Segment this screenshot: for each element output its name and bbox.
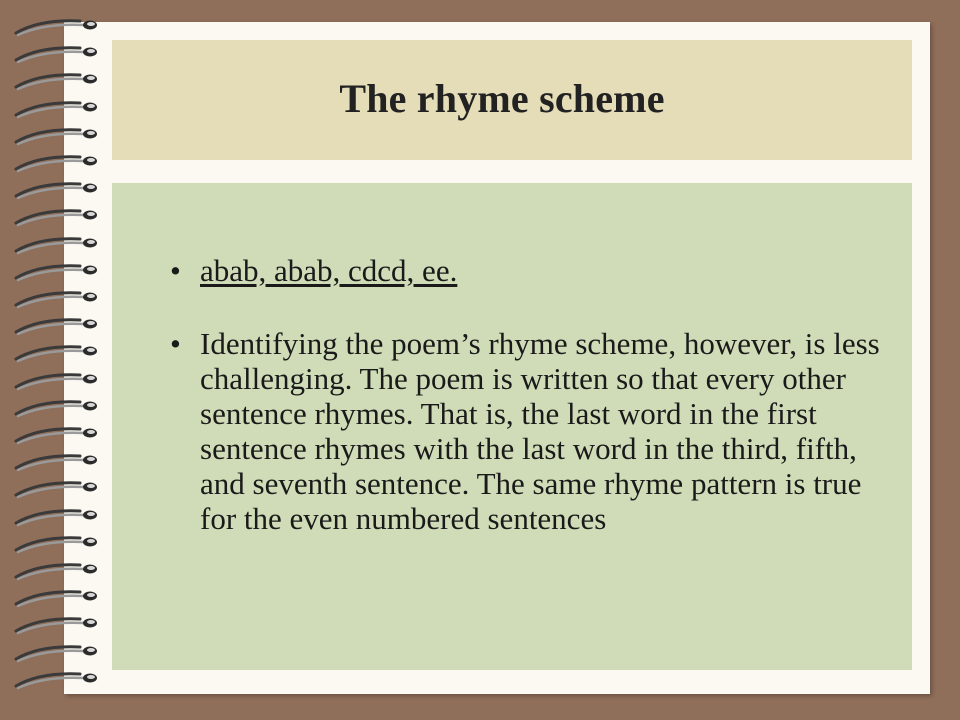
spiral-coil-icon: [10, 503, 110, 533]
spiral-coil-icon: [10, 475, 110, 505]
spiral-coil-icon: [10, 367, 110, 397]
spiral-coil-icon: [10, 639, 110, 669]
spiral-coil-icon: [10, 448, 110, 478]
spiral-coil-icon: [10, 312, 110, 342]
spiral-coil-icon: [10, 203, 110, 233]
spiral-coil-icon: [10, 666, 110, 696]
slide-title: The rhyme scheme: [339, 75, 665, 121]
spiral-coil-icon: [10, 258, 110, 288]
spiral-coil-icon: [10, 95, 110, 125]
spiral-coil-icon: [10, 149, 110, 179]
spiral-coil-icon: [10, 421, 110, 451]
spiral-coil-icon: [10, 394, 110, 424]
bullet-point-icon: •: [170, 326, 181, 361]
spiral-coil-icon: [10, 13, 110, 43]
spiral-coil-icon: [10, 584, 110, 614]
bullet-point-icon: •: [170, 253, 181, 288]
spiral-coil-icon: [10, 530, 110, 560]
bullet-item: [170, 326, 905, 536]
spiral-coil-icon: [10, 40, 110, 70]
spiral-coil-icon: [10, 231, 110, 261]
explanation-text: Identifying the poem’s rhyme scheme, however, is less challenging. The poem is written so that every other sentence rhymes. That is, the last word in the first sentence rhymes with the last word in the third, fifth, and seventh sentence. The same rhyme pattern is true for the even numbered sentences: [200, 326, 880, 536]
spiral-coil-icon: [10, 122, 110, 152]
bullet-list: [170, 253, 905, 536]
spiral-coil-icon: [10, 339, 110, 369]
rhyme-scheme-text: abab, abab, cdcd, ee.: [200, 253, 458, 288]
spiral-coil-icon: [10, 611, 110, 641]
content-panel: [112, 183, 912, 670]
spiral-coil-icon: [10, 176, 110, 206]
spiral-coil-icon: [10, 557, 110, 587]
spiral-coil-icon: [10, 67, 110, 97]
bullet-item: [170, 253, 905, 288]
spiral-binding-icon: [10, 0, 110, 720]
title-panel: [112, 40, 912, 160]
spiral-coil-icon: [10, 285, 110, 315]
